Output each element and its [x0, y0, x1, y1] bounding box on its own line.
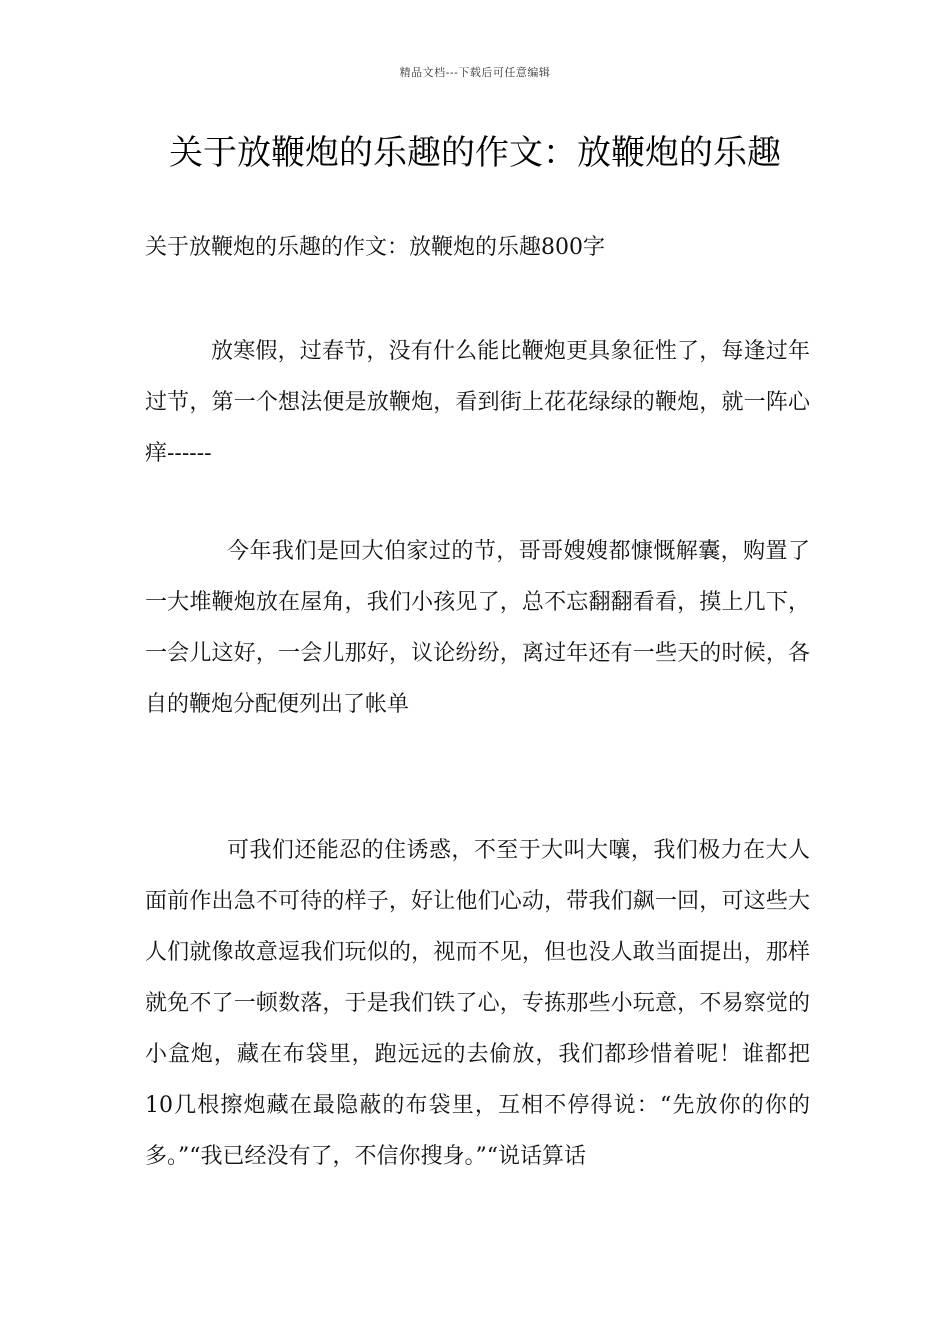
header-note: 精品文档---下载后可任意编辑 — [399, 66, 551, 79]
paragraph-3: 可我们还能忍的住诱惑，不至于大叫大嚷，我们极力在大人面前作出急不可待的样子，好让他们心动，带我们飙一回，可这些大人们就像故意逗我们玩似的，视而不见，但也没人敢当面提出，那样就免不了一顿数落，于是我们铁了心，专拣那些小玩意，不易察觉的小盒炮，藏在布袋里，跑远远的去偷放，我们都珍惜着呢！谁都把10几根擦炮藏在最隐蔽的布袋里，互相不停得说：“先放你的你的多。”“我已经没有了，不信你搜身。”“说话算话 — [145, 838, 810, 1169]
paragraph-1: 放寒假，过春节，没有什么能比鞭炮更具象征性了，每逢过年过节，第一个想法便是放鞭炮，看到街上花花绿绿的鞭炮，就一阵心痒------ — [145, 339, 810, 466]
document-subtitle: 关于放鞭炮的乐趣的作文：放鞭炮的乐趣800字 — [145, 235, 605, 260]
paragraph-2: 今年我们是回大伯家过的节，哥哥嫂嫂都慷慨解囊，购置了一大堆鞭炮放在屋角，我们小孩见了，总不忘翻翻看看，摸上几下，一会儿这好，一会儿那好，议论纷纷，离过年还有一些天的时候，各自的鞭炮分配便列出了帐单 — [145, 539, 810, 717]
document-title: 关于放鞭炮的乐趣的作文：放鞭炮的乐趣 — [169, 133, 781, 173]
